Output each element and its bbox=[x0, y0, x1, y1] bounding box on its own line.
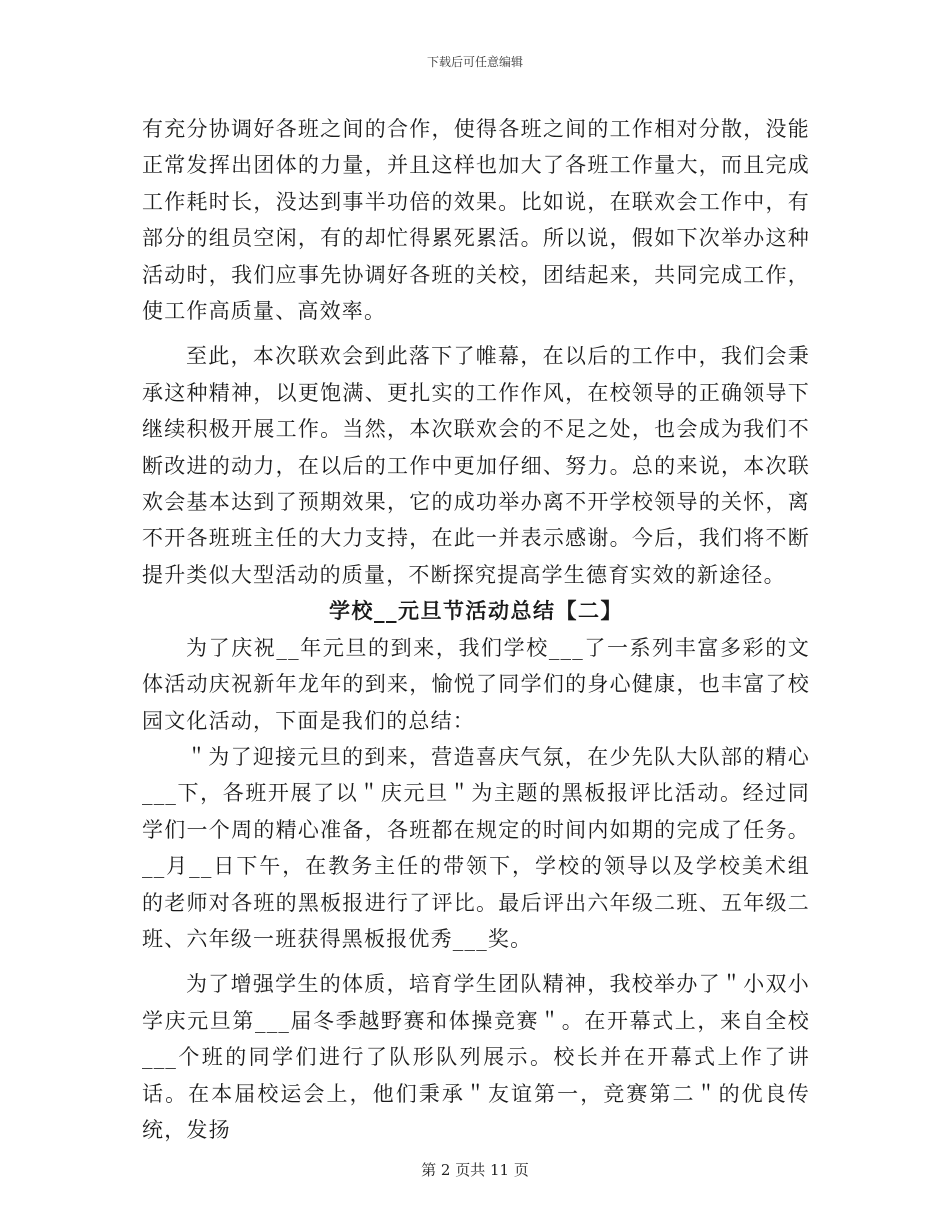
page-header-note: 下载后可任意编辑 bbox=[426, 55, 523, 69]
paragraph-3: 为了庆祝__年元旦的到来，我们学校___了一系列丰富多彩的文体活动庆祝新年龙年的到来，愉悦了同学们的身心健康，也丰富了校园文化活动，下面是我们的总结： bbox=[142, 635, 810, 733]
paragraph-4: ＂为了迎接元旦的到来，营造喜庆气氛，在少先队大队部的精心___下，各班开展了以＂庆元旦＂为主题的黑板报评比活动。经过同学们一个周的精心准备，各班都在规定的时间内如期的完成了任务。__月__日下午，在教务主任的带领下，学校的领导以及学校美术组的老师对各班的黑板报进行了评比。最后评出六年级二班、五年级二班、六年级一班获得黑板报优秀___奖。 bbox=[142, 744, 810, 951]
page-footer-number: 第 2 页共 11 页 bbox=[421, 1161, 529, 1179]
paragraph-5: 为了增强学生的体质，培育学生团队精神，我校举办了＂小双小学庆元旦第___届冬季越野赛和体操竞赛＂。在开幕式上，来自全校___个班的同学们进行了队形队列展示。校长并在开幕式上作了讲话。在本届校运会上，他们秉承＂友谊第一，竞赛第二＂的优良传统，发扬 bbox=[142, 972, 810, 1142]
paragraph-2: 至此，本次联欢会到此落下了帷幕，在以后的工作中，我们会秉承这种精神，以更饱满、更扎实的工作作风，在校领导的正确领导下继续积极开展工作。当然，本次联欢会的不足之处，也会成为我们不断改进的动力，在以后的工作中更加仔细、努力。总的来说，本次联欢会基本达到了预期效果，它的成功举办离不开学校领导的关怀，离不开各班班主任的大力支持，在此一并表示感谢。今后，我们将不断提升类似大型活动的质量，不断探究提高学生德育实效的新途径。 bbox=[142, 344, 810, 587]
document-body bbox=[142, 111, 810, 1148]
paragraph-1: 有充分协调好各班之间的合作，使得各班之间的工作相对分散，没能正常发挥出团体的力量，并且这样也加大了各班工作量大，而且完成工作耗时长，没达到事半功倍的效果。比如说，在联欢会工作中，有部分的组员空闲，有的却忙得累死累活。所以说，假如下次举办这种活动时，我们应事先协调好各班的关校，团结起来，共同完成工作，使工作高质量、高效率。 bbox=[142, 117, 810, 324]
section-heading: 学校__元旦节活动总结【二】 bbox=[329, 598, 623, 624]
